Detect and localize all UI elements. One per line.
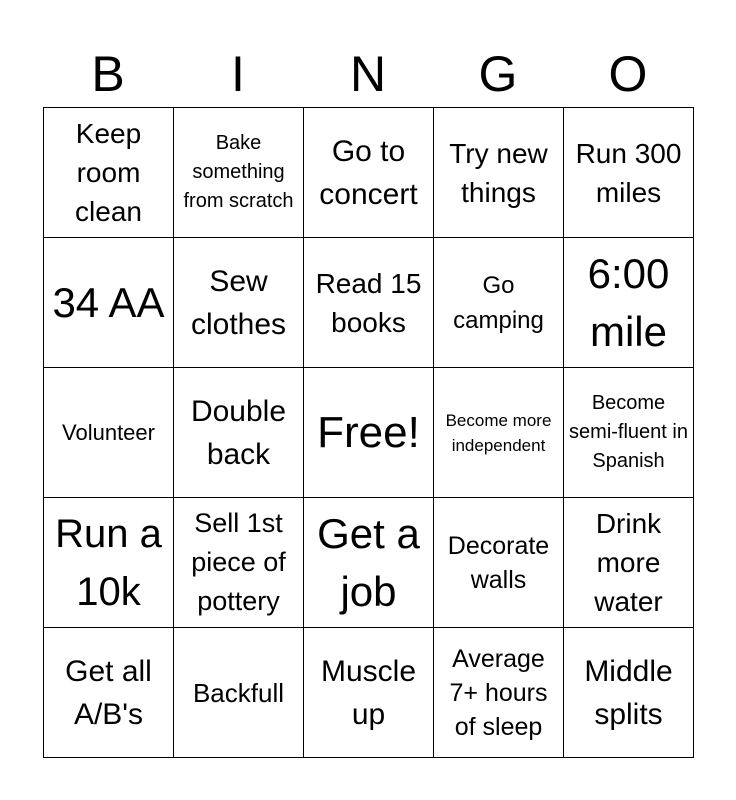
bingo-board (43, 107, 694, 758)
bingo-cell: Sew clothes (174, 238, 304, 368)
bingo-header (43, 40, 693, 108)
header-letter-n: N (349, 46, 387, 102)
board-row (44, 498, 694, 628)
bingo-cell: Go camping (434, 238, 564, 368)
free-space: Free! (304, 368, 434, 498)
bingo-cell: Sell 1st piece of pottery (174, 498, 304, 628)
bingo-cell: Get all A/B's (44, 628, 174, 758)
bingo-cell: Decorate walls (434, 498, 564, 628)
bingo-cell: Try new things (434, 108, 564, 238)
bingo-cell: Drink more water (564, 498, 694, 628)
board-row (44, 238, 694, 368)
bingo-cell: Go to concert (304, 108, 434, 238)
bingo-cell: Average 7+ hours of sleep (434, 628, 564, 758)
bingo-cell: Bake something from scratch (174, 108, 304, 238)
bingo-cell: Run 300 miles (564, 108, 694, 238)
bingo-cell: Run a 10k (44, 498, 174, 628)
bingo-cell: Keep room clean (44, 108, 174, 238)
header-letter-o: O (608, 46, 648, 102)
bingo-cell: Muscle up (304, 628, 434, 758)
bingo-cell: Read 15 books (304, 238, 434, 368)
bingo-cell: Backfull (174, 628, 304, 758)
board-row (44, 368, 694, 498)
board-row (44, 108, 694, 238)
bingo-cell: Get a job (304, 498, 434, 628)
bingo-cell: Double back (174, 368, 304, 498)
bingo-cell: Become more independent (434, 368, 564, 498)
bingo-cell: 34 AA (44, 238, 174, 368)
bingo-cell: 6:00 mile (564, 238, 694, 368)
bingo-cell: Become semi-fluent in Spanish (564, 368, 694, 498)
board-row (44, 628, 694, 758)
header-letter-i: I (231, 46, 245, 102)
header-letter-g: G (478, 46, 518, 102)
header-letter-b: B (91, 46, 125, 102)
bingo-cell: Middle splits (564, 628, 694, 758)
bingo-cell: Volunteer (44, 368, 174, 498)
